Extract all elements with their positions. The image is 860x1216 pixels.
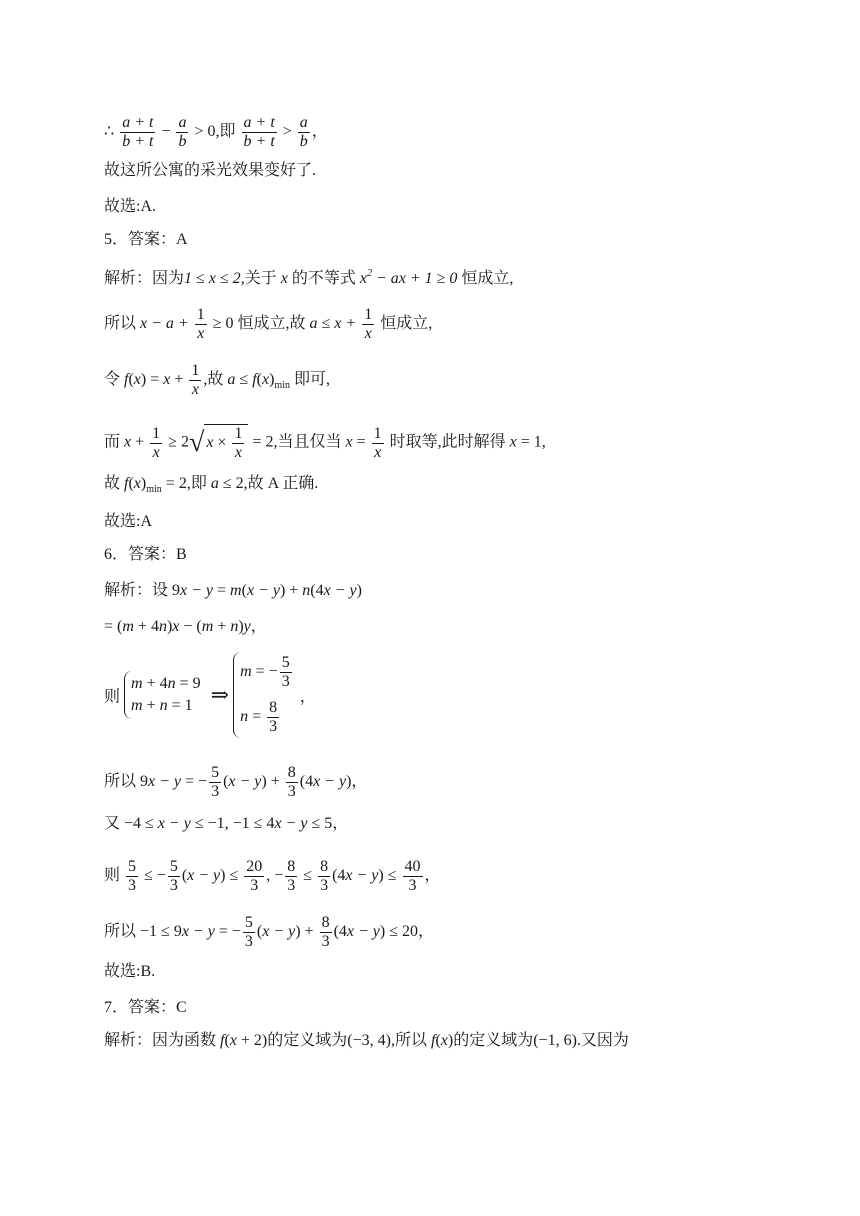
text: 恒成立,: [380, 315, 433, 333]
punct: ，: [250, 618, 267, 635]
text: ,所以: [390, 1032, 427, 1049]
line-ratio-comparison: ∴ $\frac{a + t}{b + t}$ − $\frac{a}{b}$ > 0,即 $\frac{a + t}{b + t}$ > $\frac{a}{b}$ ，: [104, 114, 328, 150]
fraction: $\frac{a}{b}$: [299, 114, 308, 150]
text: ,即: [186, 475, 207, 492]
answer-choice-line: 故选:A: [104, 513, 153, 530]
fraction: $\frac{a + t}{b + t}$: [243, 114, 275, 150]
text: ,故 A 正确.: [243, 475, 319, 492]
fraction: $\frac{1}{x}$: [373, 424, 382, 461]
punct: ，: [299, 688, 316, 706]
punct: ，: [311, 123, 328, 141]
punct: ，: [418, 923, 435, 941]
fraction: $\frac{1}{x}$: [364, 306, 373, 342]
text: 即可,: [293, 371, 330, 389]
text: 所以: [104, 923, 137, 941]
q7-analysis-line-1: 解析：因为函数 f(x + 2)的定义域为(−3, 4),所以 f(x)的定义域为(−1, 6).又因为: [104, 1032, 629, 1049]
fraction: $\frac{1}{x}$: [234, 425, 243, 461]
q6-analysis-line-2: = (m + 4n)x − (m + n)y，: [104, 618, 267, 635]
q5-analysis-line-3: 令 f(x) = x + $\frac{1}{x}$ ,故 $a \le f(x)_{min}$ 即可,: [104, 362, 330, 398]
q6-analysis-line-5: 则 $\frac{5}{3}$ ≤ − $\frac{5}{3}$ (x − y) ≤ $\frac{20}{3}$ , − $\frac{8}{3}$ ≤ $\frac{8}{3}$ (4x − y) ≤ $\frac{40}{3}$ ，: [104, 858, 441, 894]
text: ,: [541, 433, 546, 451]
text: 解析：设: [104, 582, 169, 599]
text: ,当且仅当: [273, 433, 342, 451]
text: 恒成立,: [461, 270, 514, 287]
text: 则: [104, 867, 121, 885]
q5-analysis-line-1: 解析：因为1 ≤ x ≤ 2,关于 x 的不等式 $x^2$ − ax + 1 ≥ 0 恒成立,: [104, 268, 514, 287]
punct: ，: [424, 867, 441, 885]
fraction: $\frac{a}{b}$: [178, 114, 187, 150]
text: ,故: [203, 371, 224, 389]
punct: ，: [351, 773, 368, 791]
text: 又: [104, 815, 121, 832]
text: 的定义域为: [453, 1032, 534, 1049]
answer-choice-line: 故选:B.: [104, 963, 156, 980]
q5-analysis-line-2: 所以 x − a + $\frac{1}{x}$ ≥ 0 恒成立,故 a ≤ x + $\frac{1}{x}$ 恒成立,: [104, 306, 433, 342]
answer-choice-line: 故选:A.: [104, 198, 157, 215]
question-5-answer: 5．答案：A: [104, 231, 188, 248]
text: 的定义域为: [267, 1032, 348, 1049]
equation-solution: m = − $\frac{5}{3}$ n = $\frac{8}{3}$: [233, 652, 300, 738]
fraction: $\frac{a + t}{b + t}$: [122, 114, 154, 150]
text: .又因为: [576, 1032, 629, 1049]
text: 解析：因为: [104, 270, 185, 287]
q6-analysis-line-4: 又 −4 ≤ x − y ≤ −1, −1 ≤ 4x − y ≤ 5，: [104, 815, 349, 832]
text: 则: [104, 688, 121, 706]
q5-analysis-line-5: 故 $f(x)_{min} = 2$,即 a ≤ 2,故 A 正确.: [104, 475, 319, 495]
fraction: $\frac{1}{x}$: [152, 424, 161, 461]
text: 解析：因为函数: [104, 1032, 217, 1049]
equation-system: m + 4n = 9 m + n = 1: [124, 671, 207, 719]
fraction: $\frac{1}{x}$: [191, 362, 200, 398]
fraction: $\frac{1}{x}$: [196, 306, 205, 342]
text: 故: [104, 475, 121, 492]
question-7-answer: 7．答案：C: [104, 999, 187, 1016]
q6-analysis-line-6: 所以 −1 ≤ 9x − y = − $\frac{5}{3}$ (x − y) + $\frac{8}{3}$ (4x − y) ≤ 20，: [104, 914, 435, 950]
therefore-symbol: ∴: [104, 123, 115, 141]
conclusion-line: 故这所公寓的采光效果变好了.: [104, 162, 317, 179]
q5-analysis-line-4: 而 x + $\frac{1}{x}$ ≥ 2√ x × $\frac{1}{x}$ = 2,当且仅当 x = $\frac{1}{x}$ 时取等,此时解得 x = 1,: [104, 424, 546, 461]
text: ,即: [215, 123, 236, 141]
text: 而: [104, 433, 121, 451]
text: 的不等式: [291, 270, 356, 287]
question-6-answer: 6．答案：B: [104, 546, 187, 563]
text: 恒成立,故: [237, 315, 306, 333]
q6-analysis-line-3: 所以 9x − y = − $\frac{5}{3}$ (x − y) + $\frac{8}{3}$ (4x − y)，: [104, 764, 368, 800]
text: 所以: [104, 773, 137, 791]
text: 所以: [104, 315, 137, 333]
q6-analysis-line-1: 解析：设 9x − y = m(x − y) + n(4x − y): [104, 582, 362, 599]
punct: ，: [332, 815, 349, 832]
q6-system-line: 则 m + 4n = 9 m + n = 1 ⇒ m = − $\frac{5}{3}$ n = $\frac{8}{3}$ ，: [104, 652, 316, 738]
text: 令: [104, 371, 121, 389]
text: 时取等,此时解得: [389, 433, 506, 451]
text: ,关于: [240, 270, 277, 287]
